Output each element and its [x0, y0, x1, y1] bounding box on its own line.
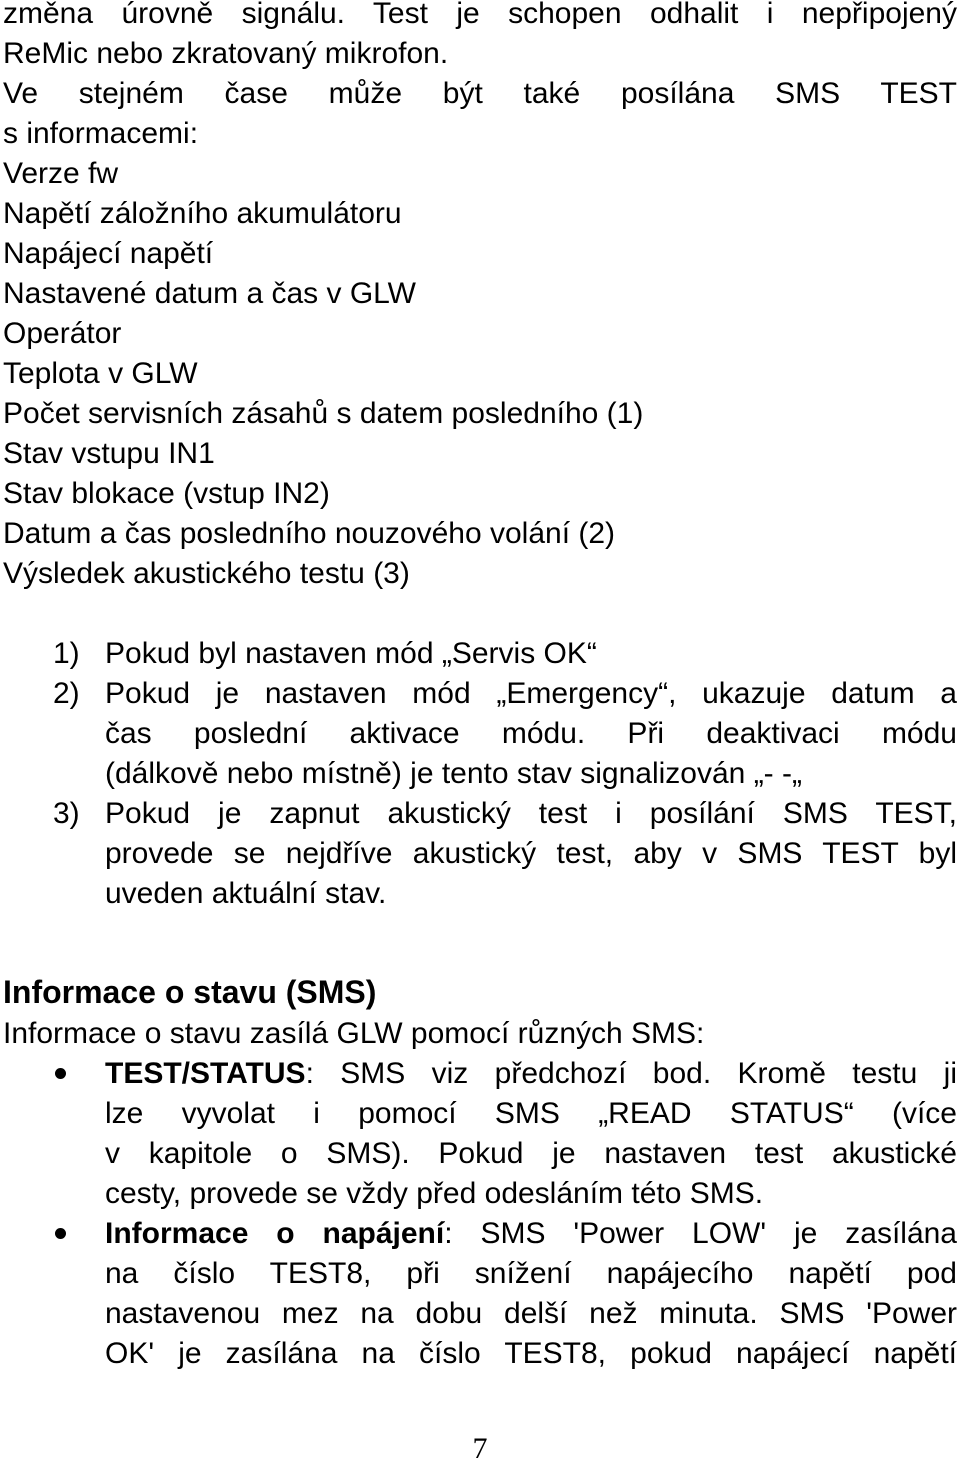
footnote-list [3, 634, 957, 914]
intro-line: ReMic nebo zkratovaný mikrofon. [3, 37, 449, 70]
bullet-line: na číslo TEST8, při snížení napájecího napětí pod [105, 1257, 957, 1290]
footnote-line: Pokud byl nastaven mód „Servis OK“ [105, 637, 597, 670]
footnote-line: čas poslední aktivace módu. Při deaktivaci módu [105, 717, 957, 750]
info-list [3, 154, 957, 594]
info-item: Stav vstupu IN1 [3, 437, 215, 470]
page-number: 7 [472, 1432, 488, 1465]
intro-line: s informacemi: [3, 117, 199, 150]
intro-paragraph [3, 0, 957, 154]
document-page [3, 0, 957, 1374]
bullet-line [105, 1054, 957, 1094]
info-item: Verze fw [3, 157, 119, 190]
info-item: Počet servisních zásahů s datem posledního (1) [3, 397, 644, 430]
footnote-number: 1) [53, 637, 80, 670]
info-item: Napájecí napětí [3, 237, 214, 270]
info-item: Nastavené datum a čas v GLW [3, 277, 416, 310]
bullet-item-test-status [3, 1054, 957, 1214]
info-item: Napětí záložního akumulátoru [3, 197, 402, 230]
spacer [3, 594, 957, 634]
intro-line: změna úrovně signálu. Test je schopen odhalit i nepřipojený [3, 0, 957, 30]
bullet-text: : SMS viz předchozí bod. Kromě testu ji [305, 1057, 957, 1090]
footnote-line: (dálkově nebo místně) je tento stav signalizován „- -„ [105, 757, 802, 790]
footnote-item [3, 794, 957, 914]
footnote-line: uveden aktuální stav. [105, 877, 387, 910]
footnote-number: 2) [53, 677, 80, 710]
bullet-text: : SMS 'Power LOW' je zasílána [444, 1217, 957, 1250]
bullet-icon [55, 1228, 66, 1239]
footnote-line: provede se nejdříve akustický test, aby v SMS TEST byl [105, 837, 957, 870]
intro-line: Ve stejném čase může být také posílána SMS TEST [3, 77, 957, 110]
info-item: Teplota v GLW [3, 357, 198, 390]
info-item: Operátor [3, 317, 122, 350]
bullet-line [105, 1214, 957, 1254]
footnote-item [3, 634, 957, 674]
bullet-item-power-info [3, 1214, 957, 1374]
sms-bullet-list [3, 1054, 957, 1374]
info-item: Stav blokace (vstup IN2) [3, 477, 330, 510]
bullet-line: OK' je zasílána na číslo TEST8, pokud napájecí napětí [105, 1337, 957, 1370]
bullet-term: TEST/STATUS [105, 1057, 306, 1090]
info-item: Výsledek akustického testu (3) [3, 557, 410, 590]
bullet-icon [55, 1068, 66, 1079]
footnote-line: Pokud je nastaven mód „Emergency“, ukazuje datum a [105, 677, 957, 710]
bullet-line: lze vyvolat i pomocí SMS „READ STATUS“ (více [105, 1097, 957, 1130]
footnote-number: 3) [53, 797, 80, 830]
footnote-item [3, 674, 957, 794]
footnote-line: Pokud je zapnut akustický test i posílání SMS TEST, [105, 797, 957, 830]
bullet-line: cesty, provede se vždy před odesláním této SMS. [105, 1177, 764, 1210]
section-heading: Informace o stavu (SMS) [3, 974, 377, 1010]
info-item: Datum a čas posledního nouzového volání (2) [3, 517, 616, 550]
bullet-line: v kapitole o SMS). Pokud je nastaven test akustické [105, 1137, 957, 1170]
bullet-term: Informace o napájení [105, 1217, 445, 1250]
section-intro: Informace o stavu zasílá GLW pomocí různých SMS: [3, 1017, 705, 1050]
bullet-line: nastavenou mez na dobu delší než minuta. SMS 'Power [105, 1297, 957, 1330]
